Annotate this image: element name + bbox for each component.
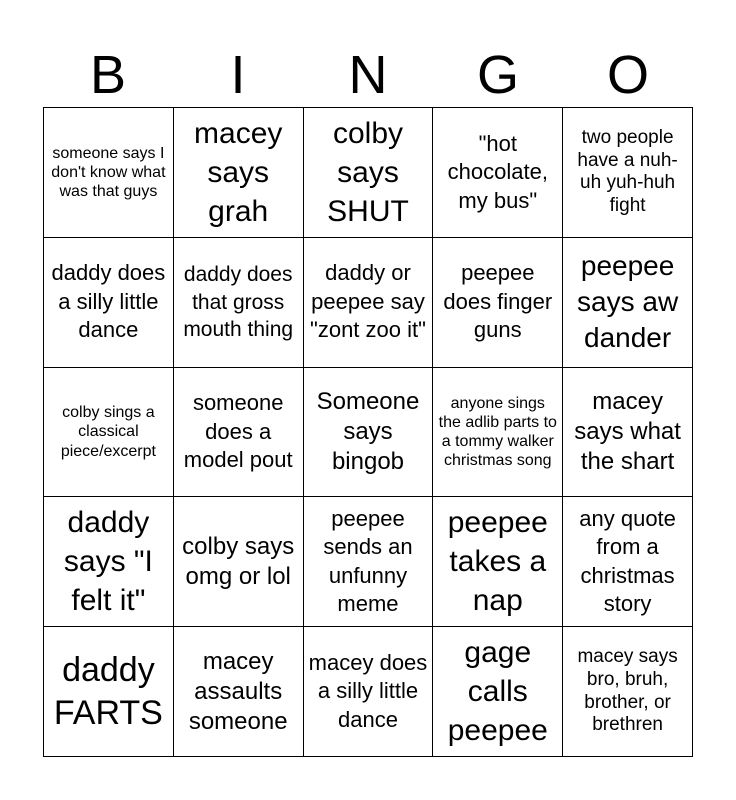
cell-text: gage calls peepee bbox=[447, 636, 548, 748]
bingo-cell[interactable] bbox=[563, 627, 693, 757]
cell-text: peepee does finger guns bbox=[443, 260, 553, 343]
bingo-cell[interactable] bbox=[304, 368, 434, 498]
cell-text: peepee sends an unfunny meme bbox=[323, 505, 413, 617]
cell-text: "hot chocolate, my bus" bbox=[447, 130, 548, 213]
cell-text: peepee says aw dander bbox=[577, 249, 679, 354]
cell-text: macey says what the shart bbox=[574, 387, 681, 475]
cell-text: colby sings a classical piece/excerpt bbox=[60, 404, 156, 460]
bingo-cell[interactable] bbox=[44, 108, 174, 238]
bingo-cell[interactable] bbox=[433, 627, 563, 757]
bingo-cell[interactable] bbox=[44, 238, 174, 368]
cell-text: daddy does that gross mouth thing bbox=[183, 263, 294, 341]
bingo-cell[interactable] bbox=[174, 238, 304, 368]
cell-text: macey does a silly little dance bbox=[308, 649, 428, 732]
cell-text: daddy or peepee say "zont zoo it" bbox=[310, 260, 426, 343]
bingo-cell[interactable] bbox=[304, 108, 434, 238]
bingo-cell[interactable] bbox=[44, 497, 174, 627]
cell-text: colby says omg or lol bbox=[182, 532, 295, 590]
header-letter-i: I bbox=[230, 45, 246, 105]
bingo-cell[interactable] bbox=[304, 238, 434, 368]
cell-text: Someone says bingob bbox=[316, 387, 420, 475]
bingo-cell[interactable] bbox=[563, 238, 693, 368]
header-letter-n: N bbox=[348, 45, 388, 105]
cell-text: someone says I don't know what was that guys bbox=[51, 144, 166, 200]
cell-text: daddy does a silly little dance bbox=[51, 260, 166, 343]
bingo-cell[interactable] bbox=[304, 497, 434, 627]
bingo-cell[interactable] bbox=[563, 108, 693, 238]
cell-text: colby says SHUT bbox=[327, 116, 409, 228]
cell-text: peepee takes a nap bbox=[447, 506, 548, 618]
cell-text: daddy says "I felt it" bbox=[63, 506, 153, 618]
cell-text: macey says bro, bruh, brother, or brethren bbox=[577, 646, 678, 736]
cell-text: any quote from a christmas story bbox=[579, 505, 676, 617]
bingo-cell[interactable] bbox=[563, 497, 693, 627]
header-letter-g: G bbox=[476, 45, 519, 105]
bingo-cell[interactable] bbox=[433, 238, 563, 368]
cell-text: someone does a model pout bbox=[183, 390, 293, 473]
cell-text: two people have a nuh-uh yuh-huh fight bbox=[577, 126, 678, 217]
cell-text: macey says grah bbox=[194, 116, 283, 228]
cell-text: anyone sings the adlib parts to a tommy walker christmas song bbox=[438, 394, 557, 470]
bingo-cell[interactable] bbox=[433, 497, 563, 627]
bingo-cell[interactable] bbox=[174, 368, 304, 498]
header-letter-o: O bbox=[606, 45, 649, 105]
bingo-grid bbox=[43, 107, 693, 757]
bingo-cell[interactable] bbox=[433, 108, 563, 238]
bingo-cell[interactable] bbox=[174, 108, 304, 238]
bingo-cell[interactable] bbox=[44, 368, 174, 498]
bingo-cell[interactable] bbox=[304, 627, 434, 757]
cell-text: daddy FARTS bbox=[53, 651, 163, 732]
header-letter-b: B bbox=[89, 45, 127, 105]
cell-text: macey assaults someone bbox=[188, 647, 288, 735]
bingo-cell[interactable] bbox=[174, 627, 304, 757]
bingo-cell[interactable] bbox=[44, 627, 174, 757]
bingo-cell[interactable] bbox=[433, 368, 563, 498]
bingo-cell[interactable] bbox=[174, 497, 304, 627]
bingo-header bbox=[43, 42, 693, 108]
bingo-cell[interactable] bbox=[563, 368, 693, 498]
